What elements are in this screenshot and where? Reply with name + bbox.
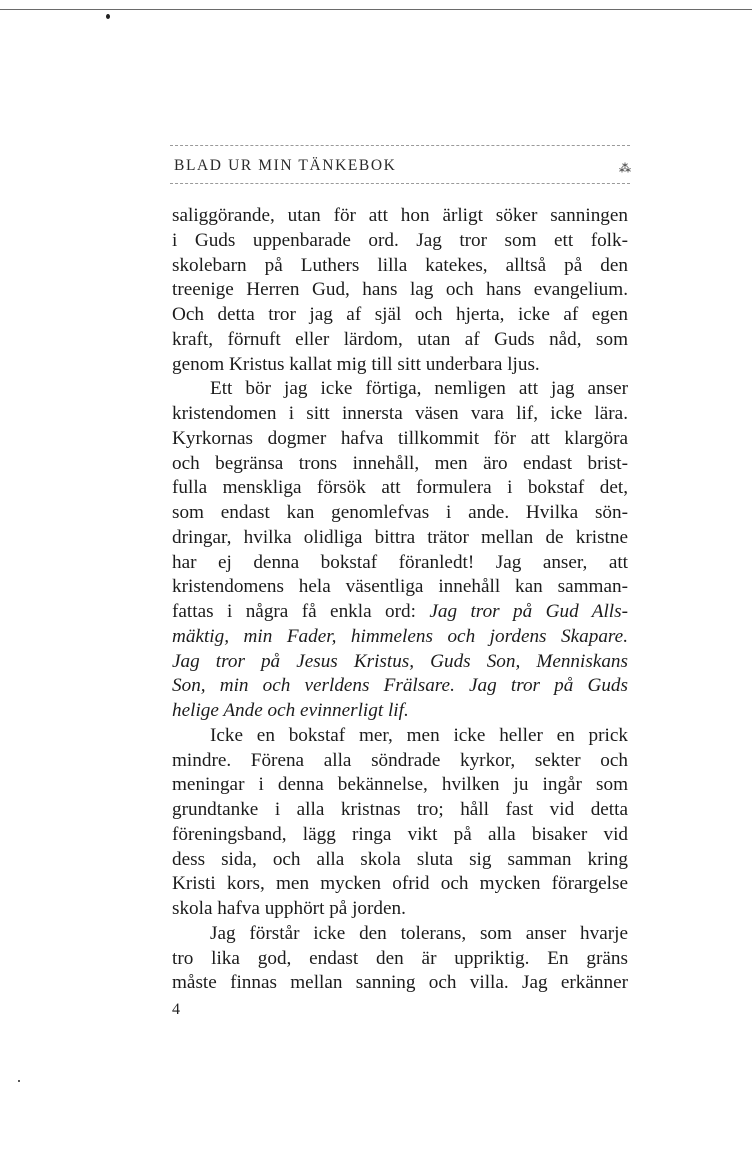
header-ornament: ⁂ [619, 161, 631, 175]
text-segment: Jag förstår icke den tolerans, som anser hvarje [210, 922, 628, 944]
running-head-title: BLAD UR MIN TÄNKEBOK [174, 157, 397, 174]
text-line [172, 353, 628, 378]
text-segment: Icke en bokstaf mer, men icke heller en prick [210, 724, 628, 746]
text-segment: skola hafva upphört på jorden. [172, 898, 406, 919]
text-line [172, 971, 628, 996]
text-line [172, 699, 628, 724]
text-segment: kristendomens hela väsentliga innehåll kan samman- [172, 576, 628, 598]
text-line [172, 575, 628, 600]
scan-edge-line [0, 9, 752, 10]
text-line [172, 823, 628, 848]
text-line [172, 452, 628, 477]
text-line [172, 328, 628, 353]
scan-speck [18, 1080, 20, 1082]
text-segment: mindre. Förena alla söndrade kyrkor, sekter och [172, 749, 628, 771]
text-line [172, 600, 628, 625]
text-line [172, 526, 628, 551]
text-line [172, 773, 628, 798]
text-line [172, 724, 628, 749]
text-line [172, 625, 628, 650]
text-line [172, 848, 628, 873]
italic-text-segment: Jag tror på Jesus Kristus, Guds Son, Menniskans [172, 650, 628, 672]
text-segment: dess sida, och alla skola sluta sig samman kring [172, 848, 628, 870]
text-line [172, 947, 628, 972]
text-segment: kraft, förnuft eller lärdom, utan af Guds nåd, som [172, 328, 628, 350]
text-line [172, 749, 628, 774]
text-segment: kristendomen i sitt innersta väsen vara lif, icke lära. [172, 403, 628, 424]
text-line [172, 278, 628, 303]
text-segment: grundtanke i alla kristnas tro; håll fast vid detta [172, 799, 628, 820]
text-line [172, 897, 628, 922]
text-line [172, 204, 628, 229]
page-body-text [172, 204, 628, 996]
text-line [172, 501, 628, 526]
text-segment: meningar i denna bekännelse, hvilken ju ingår som [172, 774, 628, 796]
text-segment: föreningsband, lägg ringa vikt på alla bisaker vid [172, 823, 628, 845]
text-segment: genom Kristus kallat mig till sitt underbara ljus. [172, 353, 540, 375]
italic-text-segment: Jag tror på Gud Alls- [429, 601, 628, 622]
text-line [172, 674, 628, 699]
text-segment: i Guds uppenbarade ord. Jag tror som ett folk- [172, 229, 628, 251]
text-segment: och begränsa trons innehåll, men äro endast brist- [172, 452, 628, 474]
italic-text-segment: Son, min och verldens Frälsare. Jag tror på Guds [172, 675, 628, 697]
text-segment: som endast kan genomlefvas i ande. Hvilka sön- [172, 502, 628, 523]
text-line [172, 303, 628, 328]
page-number: 4 [172, 1001, 180, 1018]
italic-text-segment: mäktig, min Fader, himmelens och jordens Skapare. [172, 625, 628, 647]
text-segment: fulla menskliga försök att formulera i bokstaf det, [172, 477, 628, 499]
header-rule-bottom [170, 183, 630, 184]
text-segment: tro lika god, endast den är uppriktig. En gräns [172, 947, 628, 969]
text-line [172, 650, 628, 675]
text-line [172, 872, 628, 897]
text-segment: Ett bör jag icke förtiga, nemligen att jag anser [210, 378, 628, 400]
text-segment: måste finnas mellan sanning och villa. Jag erkänner [172, 972, 628, 994]
text-line [172, 254, 628, 279]
text-line [172, 551, 628, 576]
text-segment: dringar, hvilka olidliga bittra trätor mellan de kristne [172, 526, 628, 548]
text-line [172, 402, 628, 427]
text-line [172, 427, 628, 452]
text-segment: har ej denna bokstaf föranledt! Jag anser, att [172, 551, 628, 573]
text-segment: Och detta tror jag af själ och hjerta, icke af egen [172, 304, 628, 325]
text-line [172, 229, 628, 254]
text-segment: Kristi kors, men mycken ofrid och mycken förargelse [172, 873, 628, 895]
text-line [172, 922, 628, 947]
text-line [172, 798, 628, 823]
text-segment: saliggörande, utan för att hon ärligt söker sanningen [172, 205, 628, 226]
text-segment: Kyrkornas dogmer hafva tillkommit för att klargöra [172, 427, 628, 449]
text-line [172, 377, 628, 402]
header-rule-top [170, 145, 630, 146]
text-segment: fattas i några få enkla ord: [172, 601, 430, 622]
text-line [172, 476, 628, 501]
text-segment: skolebarn på Luthers lilla katekes, alltså på den [172, 254, 628, 276]
text-segment: treenige Herren Gud, hans lag och hans evangelium. [172, 279, 628, 301]
italic-text-segment: helige Ande och evinnerligt lif. [172, 700, 409, 721]
scan-speck [106, 14, 110, 19]
